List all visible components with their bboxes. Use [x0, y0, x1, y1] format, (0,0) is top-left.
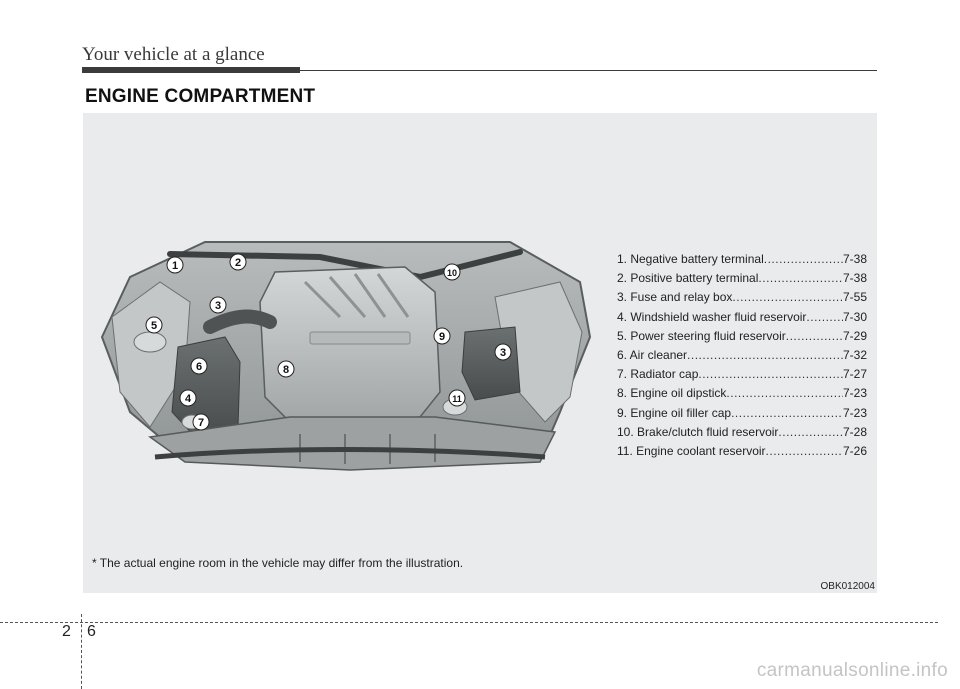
svg-text:5: 5 — [150, 320, 158, 332]
legend-item: 2. Positive battery terminal ..... 7-38 — [617, 271, 867, 290]
component-legend — [617, 252, 867, 463]
svg-text:7: 7 — [197, 417, 205, 429]
legend-item: 11. Engine coolant reservoir ..... 7-26 — [617, 444, 867, 463]
legend-item: 1. Negative battery terminal ..... 7-38 — [617, 252, 867, 271]
section-header: Your vehicle at a glance — [82, 44, 265, 65]
svg-text:6: 6 — [195, 361, 203, 373]
callout-marker — [230, 254, 246, 270]
callout-marker — [444, 264, 460, 280]
callout-marker — [167, 257, 183, 273]
legend-item: 10. Brake/clutch fluid reservoir ..... 7-28 — [617, 425, 867, 444]
figure-code: OBK012004 — [820, 581, 875, 592]
svg-text:4: 4 — [184, 393, 192, 405]
footer-dashed-divider — [81, 614, 82, 689]
callout-marker — [495, 344, 511, 360]
callout-marker — [278, 361, 294, 377]
engine-compartment-illustration — [90, 222, 602, 512]
callout-marker — [210, 297, 226, 313]
svg-text:2: 2 — [234, 257, 242, 269]
svg-text:8: 8 — [282, 364, 290, 376]
chapter-number: 2 — [62, 623, 71, 640]
legend-item: 8. Engine oil dipstick ..... 7-23 — [617, 386, 867, 405]
svg-text:3: 3 — [499, 347, 507, 359]
legend-item: 9. Engine oil filler cap ..... 7-23 — [617, 406, 867, 425]
legend-item: 6. Air cleaner ..... 7-32 — [617, 348, 867, 367]
legend-item: 4. Windshield washer fluid reservoir ..... 7-30 — [617, 310, 867, 329]
legend-item: 7. Radiator cap ..... 7-27 — [617, 367, 867, 386]
legend-item: 3. Fuse and relay box ..... 7-55 — [617, 290, 867, 309]
callout-marker — [449, 390, 465, 406]
callout-marker — [191, 358, 207, 374]
legend-item: 5. Power steering fluid reservoir ..... 7-29 — [617, 329, 867, 348]
svg-text:9: 9 — [438, 331, 446, 343]
callout-marker — [146, 317, 162, 333]
header-rule-thin — [300, 70, 877, 71]
page-number: 6 — [87, 623, 96, 640]
watermark: carmanualsonline.info — [756, 660, 948, 681]
svg-text:11: 11 — [452, 394, 462, 404]
svg-text:10: 10 — [446, 268, 458, 278]
svg-text:1: 1 — [171, 260, 179, 272]
svg-text:3: 3 — [214, 300, 222, 312]
fuse-box — [462, 327, 520, 400]
page-title: ENGINE COMPARTMENT — [85, 86, 316, 107]
callout-marker — [180, 390, 196, 406]
footer-dashed-rule — [0, 622, 938, 623]
figure-footnote: * The actual engine room in the vehicle may differ from the illustration. — [92, 556, 464, 570]
callout-marker — [434, 328, 450, 344]
callout-marker — [193, 414, 209, 430]
header-rule-thick — [82, 67, 300, 73]
